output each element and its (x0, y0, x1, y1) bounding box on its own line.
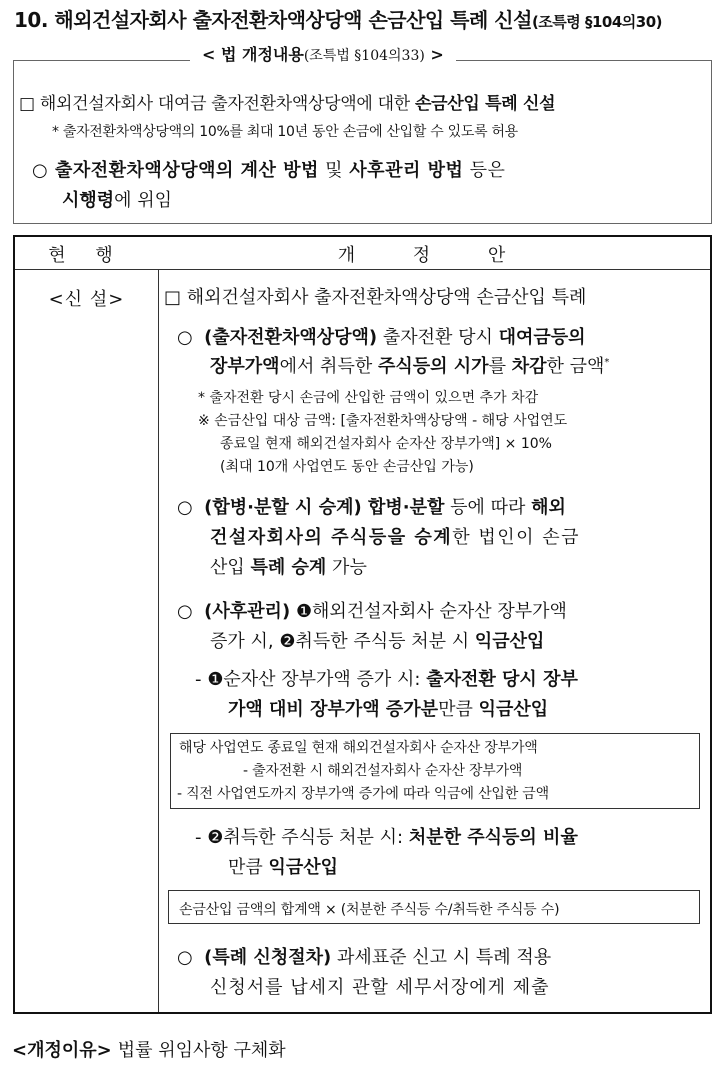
item1-note-2: ※ 손금산입 대상 금액: [출자전환차액상당액 - 해당 사업연도 (198, 413, 568, 429)
circle-bullet-icon: ○ (177, 601, 193, 622)
circle-bullet-icon: ○ (177, 497, 193, 518)
item2-line-3: 산입 특례 승계 가능 (210, 557, 367, 578)
circle-bullet-icon: ○ (177, 327, 193, 348)
item3-sub2-line-1: - ❷취득한 주식등 처분 시: 처분한 주식등의 비율 (195, 827, 578, 848)
item1-note-4: (최대 10개 사업연도 동안 손금산입 가능) (220, 459, 474, 475)
summary-heading: < 법 개정내용(조특법 §104의33) > (190, 42, 456, 65)
item3-line-2: 증가 시, ❷취득한 주식등 처분 시 익금산입 (210, 631, 545, 652)
item3-sub2-line-2: 만큼 익금산입 (228, 857, 339, 878)
item1-note-1: * 출자전환 당시 손금에 산입한 금액이 있으면 추가 차감 (198, 390, 539, 406)
header-current: 현 행 (48, 245, 125, 266)
amendment-reason (12, 1036, 286, 1062)
column-divider (158, 237, 159, 1012)
reason-text: 법률 위임사항 구체화 (117, 1040, 286, 1061)
circle-bullet-icon: ○ (32, 160, 49, 181)
summary-line-3: ○ 출자전환차액상당액의 계산 방법 및 사후관리 방법 등은 (32, 160, 506, 181)
summary-line-4: 시행령에 위임 (62, 190, 173, 211)
table-header-row (15, 237, 710, 270)
summary-note: * 출자전환차액상당액의 10%를 최대 10년 동안 손금에 산입할 수 있도록 허용 (52, 124, 518, 140)
number-1-badge-icon: ❶ (207, 669, 224, 690)
item3-line-1: ○ (사후관리) ❶해외건설자회사 순자산 장부가액 (177, 601, 567, 622)
item2-line-1: ○ (합병·분할 시 승계) 합병·분할 등에 따라 해외 (177, 497, 566, 518)
formula1-line-3: - 직전 사업연도까지 장부가액 증가에 따라 익금에 산입한 금액 (177, 786, 549, 802)
checkbox-square-icon: □ (19, 94, 35, 114)
page-title (14, 4, 714, 33)
formula1-line-1: 해당 사업연도 종료일 현재 해외건설자회사 순자산 장부가액 (179, 740, 538, 756)
comparison-table (13, 235, 712, 1014)
current-cell-value: <신 설> (48, 289, 125, 310)
number-1-badge-icon: ❶ (290, 601, 313, 622)
proposed-title: □ 해외건설자회사 출자전환차액상당액 손금산입 특례 (164, 287, 587, 308)
item2-line-2: 건설자회사의 주식등을 승계한 법인이 손금 (210, 527, 580, 548)
header-proposed: 개 정 안 (337, 245, 532, 266)
number-2-badge-icon: ❷ (207, 827, 224, 848)
item1-line-2: 장부가액에서 취득한 주식등의 시가를 차감한 금액* (210, 356, 610, 377)
formula2-text: 손금산입 금액의 합계액 × (처분한 주식등 수/취득한 주식등 수) (179, 902, 560, 918)
item1-line-1: ○ (출자전환차액상당액) 출자전환 당시 대여금등의 (177, 327, 586, 348)
formula1-line-2: - 출자전환 시 해외건설자회사 순자산 장부가액 (243, 763, 523, 779)
title-text: 10. 해외건설자회사 출자전환차액상당액 손금산입 특례 신설 (14, 8, 532, 32)
circle-bullet-icon: ○ (177, 947, 193, 968)
item3-sub1-line-2: 가액 대비 장부가액 증가분만큼 익금산입 (228, 699, 549, 720)
item4-line-1: ○ (특례 신청절차) 과세표준 신고 시 특례 적용 (177, 947, 552, 968)
formula-box-1 (170, 733, 700, 809)
item1-note-3: 종료일 현재 해외건설자회사 순자산 장부가액] × 10% (220, 436, 552, 452)
checkbox-square-icon: □ (164, 287, 182, 308)
summary-line-1: □ 해외건설자회사 대여금 출자전환차액상당액에 대한 손금산입 특례 신설 (19, 94, 556, 114)
title-reference: (조특령 §104의30) (531, 13, 663, 31)
item3-sub1-line-1: - ❶순자산 장부가액 증가 시: 출자전환 당시 장부 (195, 669, 578, 690)
item4-line-2: 신청서를 납세지 관할 세무서장에게 제출 (210, 977, 550, 998)
formula-box-2 (168, 890, 700, 924)
number-2-badge-icon: ❷ (279, 631, 296, 652)
reason-label: <개정이유> (12, 1040, 112, 1061)
